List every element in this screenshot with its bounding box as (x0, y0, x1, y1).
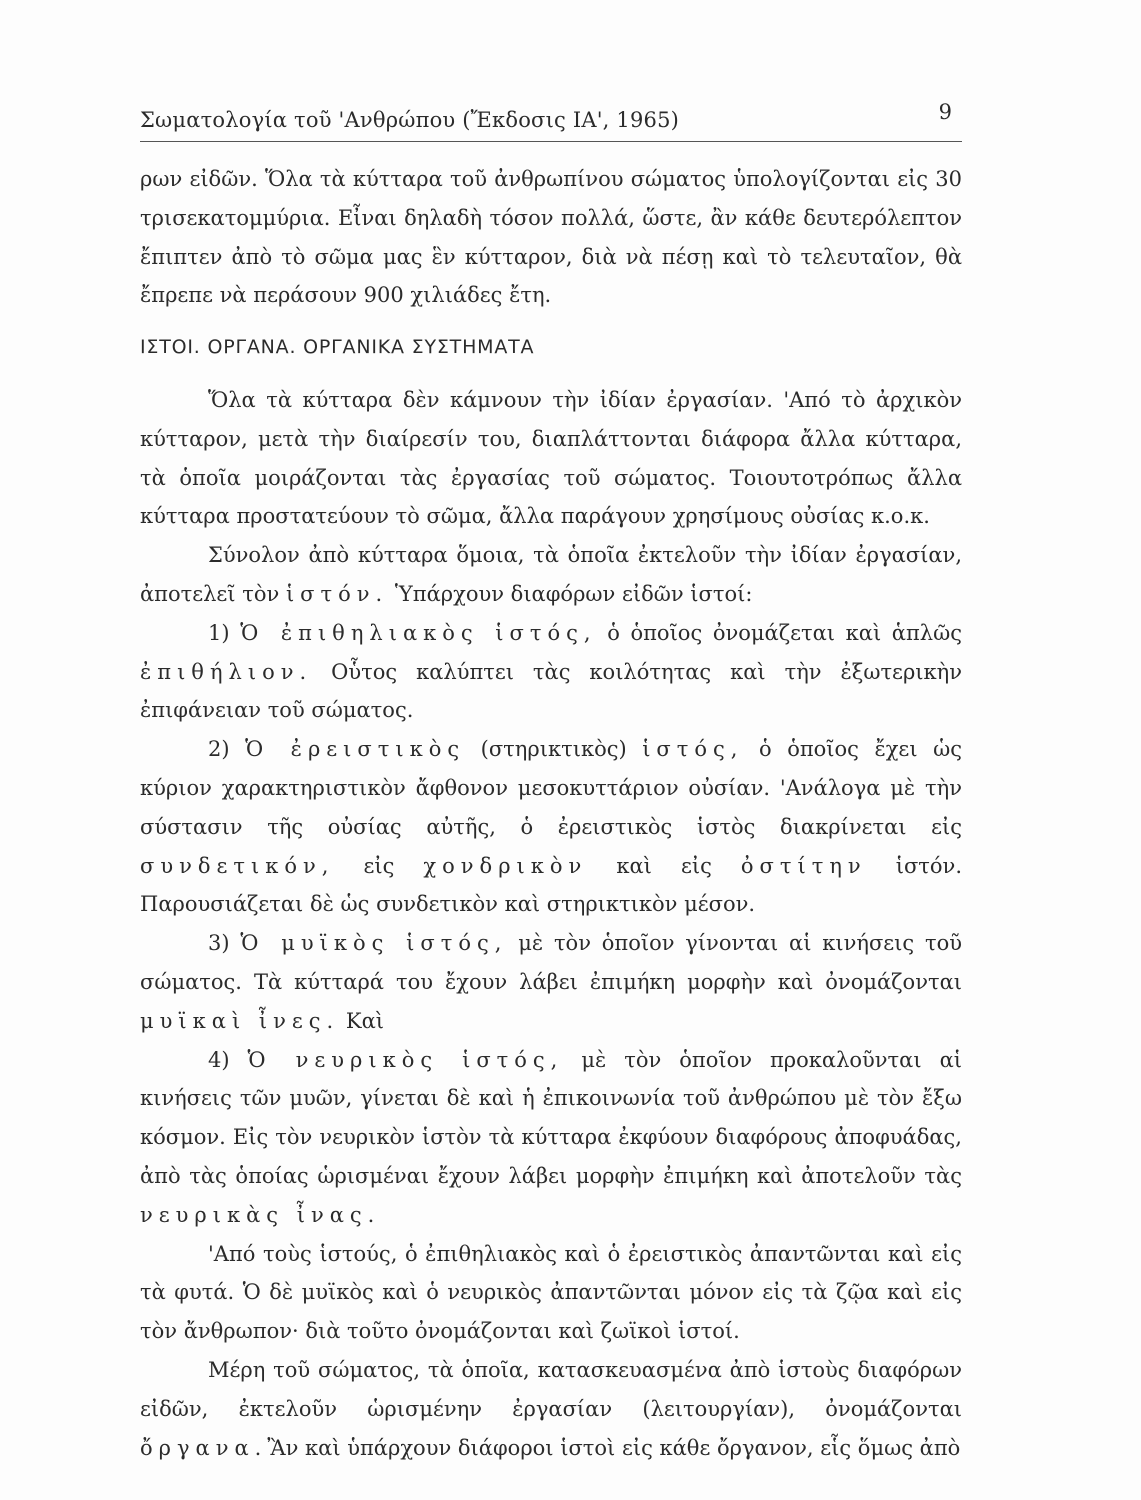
text-span: Οὗτος καλύπτει τὰς κοιλότητας καὶ τὴν ἐξωτερικὴν ἐπιφάνειαν τοῦ σώματος. (140, 659, 962, 723)
term-tissue-2: ἱστός, (642, 737, 744, 762)
text-span: ὁ ὁποῖος ἔχει ὡς κύριον χαρακτηριστικὸν ἄφθονον μεσοκυττάριον οὐσίαν. 'Ανάλογα μὲ τὴν σύστασιν τῆς οὐσίας αὐτῆς, ὁ ἐρειστικὸς ἱστὸς διακρίνεται εἰς (140, 737, 962, 839)
text-span: Μέρη τοῦ σώματος, τὰ ὁποῖα, κατασκευασμένα ἀπὸ ἱστοὺς διαφόρων εἰδῶν, ἐκτελοῦν ὡρισμένην ἐργασίαν (λειτουργίαν), ὀνομάζονται (140, 1357, 962, 1421)
paragraph-cell-division: Ὅλα τὰ κύτταρα δὲν κάμνουν τὴν ἰδίαν ἐργασίαν. 'Από τὸ ἀρχικὸν κύτταρον, μετὰ τὴν διαίρεσίν του, διαπλάττονται διάφορα ἄλλα κύτταρα, τὰ ὁποῖα μοιράζονται τὰς ἐργασίας τοῦ σώματος. Τοιουτοτρόπως ἄλλα κύτταρα προστατεύουν τὸ σῶμα, ἄλλα παράγουν χρησίμους οὐσίας κ.ο.κ. (140, 387, 962, 529)
term-muscle-tissue: Ὁ μυϊκὸς ἱστός, (240, 931, 508, 956)
term-nerve-fibers: νευρικὰς ἶνας. (140, 1202, 381, 1227)
paragraph-plants-animals: 'Από τοὺς ἱστούς, ὁ ἐπιθηλιακὸς καὶ ὁ ἐρειστικὸς ἀπαντῶνται καὶ εἰς τὰ φυτά. Ὁ δὲ μυϊκὸς καὶ ὁ νευρικὸς ἀπαντῶνται μόνον εἰς τὰ ζῷα καὶ εἰς τὸν ἄνθρωπον· διὰ τοῦτο ὀνομάζονται καὶ ζωϊκοὶ ἱστοί. (140, 1241, 962, 1344)
term-bone: ὀστίτην (740, 853, 867, 878)
list-number: 4) (208, 1047, 230, 1072)
text-span: μὲ τὸν ὁποῖον προκαλοῦνται αἱ κινήσεις τῶν μυῶν, γίνεται δὲ καὶ ἡ ἐπικοινωνία τοῦ ἀνθρώπου μὲ τὸν ἔξω κόσμον. Εἰς τὸν νευρικὸν ἱστὸν τὰ κύτταρα ἐκφύουν διαφόρους ἀποφυάδας, ἀπὸ τὰς ὁποίας ὡρισμέναι ἔχουν λάβει μορφὴν ἐπιμήκη καὶ ἀποτελοῦν τὰς (140, 1047, 962, 1188)
list-number: 3) (208, 931, 230, 956)
text-span: καὶ εἰς (616, 853, 712, 878)
text-span: μὲ τὸν ὁποῖον γίνονται αἱ κινήσεις τοῦ σώματος. Τὰ κύτταρά του ἔχουν λάβει ἐπιμήκη μορφὴν καὶ ὀνομάζονται (140, 931, 962, 994)
paragraph-tissue-definition (140, 536, 962, 614)
list-item-connective (140, 730, 962, 924)
text-span: ἱστόν. Παρουσιάζεται δὲ ὡς συνδετικὸν καὶ στηρικτικὸν μέσον. (140, 853, 962, 917)
term-epithelial-tissue: Ὁ ἐπιθηλιακὸς ἱστός, (240, 620, 597, 645)
paragraph-cell-count: ρων εἰδῶν. Ὅλα τὰ κύτταρα τοῦ ἀνθρωπίνου σώματος ὑπολογίζονται εἰς 30 τρισεκατομμύρια. Εἶναι δηλαδὴ τόσον πολλά, ὥστε, ἂν κάθε δευτερόλεπτον ἔπιπτεν ἀπὸ τὸ σῶμα μας ἓν κύτταρον, διὰ νὰ πέσῃ καὶ τὸ τελευταῖον, θὰ ἔπρεπε νὰ περάσουν 900 χιλιάδες ἔτη. (140, 167, 962, 308)
list-item-nervous (140, 1041, 962, 1235)
term-muscle-fibers: μυϊκαὶ ἶνες. (140, 1008, 340, 1033)
paragraph-organs (140, 1351, 962, 1467)
text-span: (στηρικτικὸς) (480, 737, 627, 762)
term-connective: συνδετικόν, (140, 853, 335, 878)
body-text (140, 160, 962, 1467)
term-tissue: ἱστόν. (285, 581, 389, 606)
section-heading: ΙΣΤΟΙ. ΟΡΓΑΝΑ. ΟΡΓΑΝΙΚΑ ΣΥΣΤΗΜΑΤΑ (140, 336, 535, 359)
term-nervous-tissue: Ὁ νευρικὸς ἱστός, (247, 1047, 564, 1072)
running-title: Σωματολογία τοῦ 'Ανθρώπου (Ἔκδοσις ΙΑ', 1965) (140, 108, 680, 132)
text-span: Σύνολον ἀπὸ κύτταρα ὅμοια, τὰ ὁποῖα ἐκτελοῦν τὴν ἰδίαν ἐργασίαν, ἀποτελεῖ τὸν (140, 543, 962, 606)
term-organs: ὄργανα. (140, 1435, 268, 1460)
list-number: 1) (208, 620, 230, 645)
text-span: ὁ ὁποῖος ὀνομάζεται καὶ ἁπλῶς (607, 620, 962, 645)
running-head (140, 100, 960, 140)
list-item-epithelial (140, 614, 962, 730)
page-number: 9 (938, 100, 952, 124)
term-cartilage: χονδρικὸν (423, 853, 588, 878)
list-item-muscle (140, 924, 962, 1040)
term-supporting: Ὁ ἐρειστικὸς (245, 737, 466, 762)
header-rule (140, 141, 962, 142)
text-span: εἰς (363, 853, 395, 878)
text-span: Ὑπάρχουν διαφόρων εἰδῶν ἱστοί: (394, 581, 753, 606)
term-epithelium: ἐπιθήλιον. (140, 659, 313, 684)
list-number: 2) (208, 737, 230, 762)
text-span: Ἂν καὶ ὑπάρχουν διάφοροι ἱστοὶ εἰς κάθε ὄργανον, εἷς ὅμως ἀπὸ (267, 1435, 961, 1460)
text-span: Καὶ (345, 1008, 384, 1033)
